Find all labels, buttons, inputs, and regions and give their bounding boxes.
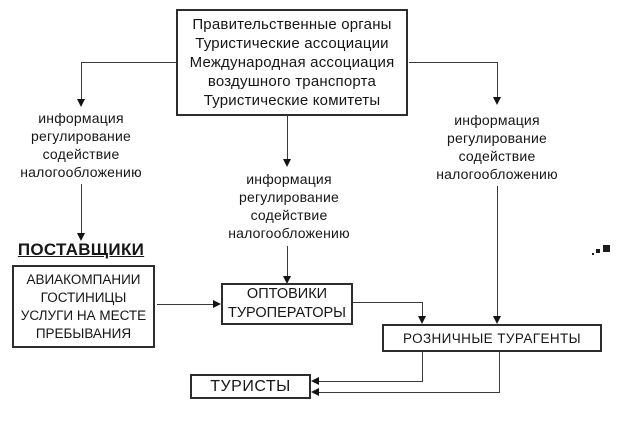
scan-artifact bbox=[596, 249, 600, 253]
connector-retail-to-tourists-2 bbox=[318, 392, 500, 393]
scan-artifact bbox=[592, 253, 594, 255]
tourists-label: ТУРИСТЫ bbox=[210, 377, 291, 395]
flow-line: регулирование bbox=[239, 189, 339, 205]
connector-retail-to-tourists-1 bbox=[318, 381, 423, 382]
flow-line: регулирование bbox=[447, 130, 547, 146]
connector-top-to-middle bbox=[287, 115, 288, 160]
flow-line: налогообложению bbox=[436, 166, 558, 182]
regulators-line: Туристические ассоциации bbox=[195, 35, 389, 52]
regulators-line: Международная ассоциация bbox=[189, 54, 395, 71]
regulators-box bbox=[176, 9, 408, 116]
flow-line: содействие bbox=[458, 148, 536, 164]
regulators-line: воздушного транспорта bbox=[207, 73, 377, 90]
suppliers-line: АВИАКОМПАНИИ bbox=[26, 271, 141, 287]
connector-right-to-retail bbox=[497, 186, 498, 317]
arrowhead-right-flow-icon bbox=[493, 97, 501, 105]
flow-line: налогообложению bbox=[228, 225, 350, 241]
wholesalers-line: ТУРОПЕРАТОРЫ bbox=[227, 305, 347, 321]
regulators-line: Туристические комитеты bbox=[203, 92, 381, 109]
connector-suppliers-to-wholesalers bbox=[157, 304, 214, 305]
suppliers-box bbox=[12, 265, 155, 348]
suppliers-line: ГОСТИНИЦЫ bbox=[40, 289, 127, 305]
arrowhead-retail-right-icon bbox=[493, 316, 501, 324]
flow-line: информация bbox=[38, 110, 124, 126]
scan-artifact bbox=[603, 245, 610, 252]
connector-top-to-left-drop bbox=[81, 62, 82, 100]
arrowhead-tourists-2-icon bbox=[311, 388, 319, 396]
connector-retail-to-tourists-2-drop bbox=[499, 352, 500, 392]
retail-label: РОЗНИЧНЫЕ ТУРАГЕНТЫ bbox=[402, 330, 582, 346]
arrowhead-wholesalers-left-icon bbox=[213, 300, 221, 308]
arrowhead-left-flow-icon bbox=[77, 99, 85, 107]
retail-box bbox=[382, 324, 602, 352]
connector-wholesalers-to-retail-drop bbox=[422, 302, 423, 317]
connector-left-to-suppliers bbox=[81, 184, 82, 234]
connector-top-to-right bbox=[409, 62, 497, 63]
arrowhead-middle-flow-icon bbox=[283, 159, 291, 167]
suppliers-line: УСЛУГИ НА МЕСТЕ bbox=[20, 307, 147, 323]
flow-line: информация bbox=[246, 171, 332, 187]
flow-line: информация bbox=[454, 112, 540, 128]
tourists-box bbox=[190, 374, 311, 399]
flow-line: регулирование bbox=[31, 128, 131, 144]
flow-line: содействие bbox=[42, 146, 120, 162]
flow-line: содействие bbox=[250, 207, 328, 223]
left-flow-text bbox=[0, 109, 162, 181]
wholesalers-box bbox=[221, 283, 353, 325]
connector-middle-to-wholesalers bbox=[287, 246, 288, 277]
connector-top-to-left bbox=[81, 62, 176, 63]
suppliers-heading: ПОСТАВЩИКИ bbox=[17, 240, 145, 259]
flow-line: налогообложению bbox=[20, 164, 142, 180]
wholesalers-line: ОПТОВИКИ bbox=[246, 286, 328, 302]
suppliers-line: ПРЕБЫВАНИЯ bbox=[35, 325, 132, 341]
connector-top-to-right-drop bbox=[497, 62, 498, 98]
connector-wholesalers-to-retail bbox=[353, 302, 422, 303]
arrowhead-retail-left-icon bbox=[418, 316, 426, 324]
connector-retail-to-tourists-1-drop bbox=[422, 352, 423, 381]
regulators-line: Правительственные органы bbox=[192, 16, 392, 33]
arrowhead-tourists-1-icon bbox=[311, 377, 319, 385]
right-flow-text bbox=[416, 111, 578, 183]
middle-flow-text bbox=[208, 170, 370, 242]
